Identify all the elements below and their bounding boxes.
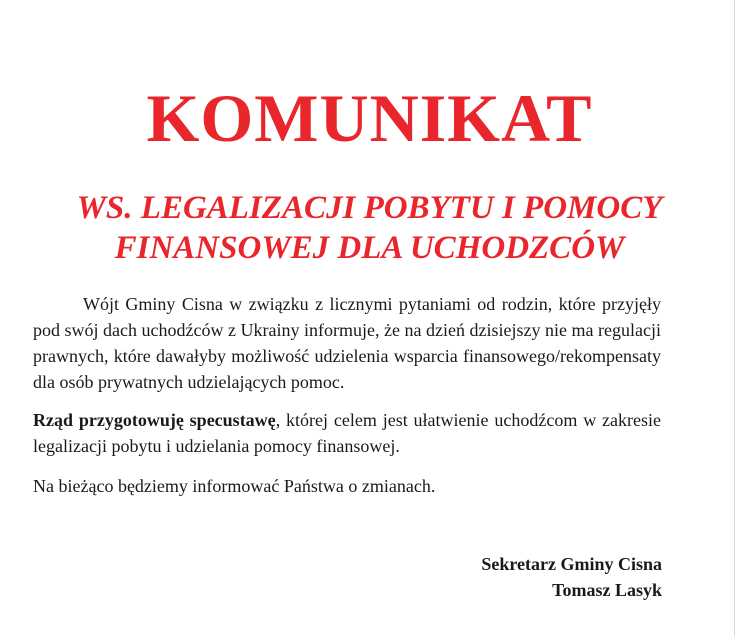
subtitle-line-2: FINANSOWEJ DLA UCHODZCÓW bbox=[114, 230, 625, 266]
signature-name: Tomasz Lasyk bbox=[552, 580, 662, 600]
paragraph-2-text: , której celem jest ułatwienie uchodźcom w zakresie legalizacji pobytu i udzielania pomocy finansowej. bbox=[33, 410, 662, 456]
paragraph-2-bold-text: Rząd przygotowuję specustawę bbox=[33, 410, 276, 430]
scan-edge-divider bbox=[734, 0, 735, 636]
subtitle-line-1: WS. LEGALIZACJI POBYTU I POMOCY bbox=[76, 190, 663, 226]
paragraph-2 bbox=[33, 407, 661, 459]
signature-role: Sekretarz Gminy Cisna bbox=[481, 554, 662, 574]
paragraph-1-text: Wójt Gminy Cisna w związku z licznymi pytaniami od rodzin, które przyjęły pod swój dach uchodźców z Ukrainy informuje, że na dzień dzisiejszy nie ma regulacji prawnych, które dawałyby możliwość udzielenia wsparcia finansowego/rekompensaty dla osób prywatnych udzielających pomoc. bbox=[33, 294, 661, 392]
document-subtitle bbox=[0, 188, 739, 268]
paragraph-1 bbox=[33, 291, 661, 395]
document-title: KOMUNIKAT bbox=[146, 80, 593, 156]
paragraph-3: Na bieżąco będziemy informować Państwa o zmianach. bbox=[33, 476, 436, 496]
signature-block bbox=[481, 551, 662, 603]
